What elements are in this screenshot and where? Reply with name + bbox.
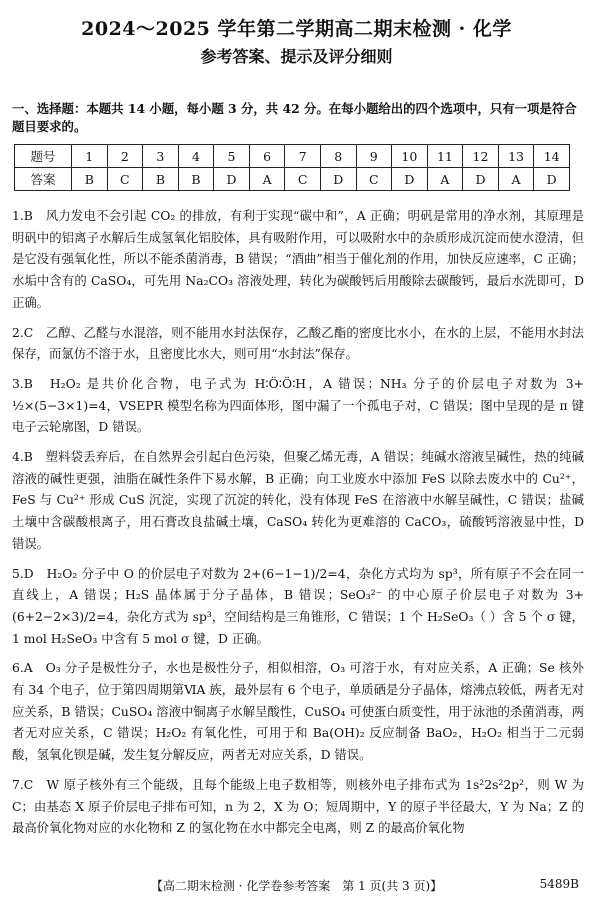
explanation-text: 6.A O₃ 分子是极性分子，水也是极性分子，相似相溶，O₃ 可溶于水，有对应关系，A 正确；Se 核外有 34 个电子，位于第四周期第ⅥA 族，最外层有 6 个电子，单质硒是分子晶体，熔沸点较低，两者无对应关系，B 错误；CuSO₄ 溶液中铜离子水解呈酸性，CuSO₄ 可使蛋白质变性，用于泳池的杀菌消毒，两者无对应关系，C 错误；H₂O₂ 有氧化性，可用于和 Ba(OH)₂ 反应制备 BaO₂，H₂O₂ 相当于二元弱酸，氢氧化钡是碱，发生复分解反应，两者无对应关系，D 错误。 [12, 661, 584, 763]
explanation-item-6 [12, 658, 584, 767]
question-number: 12 [463, 145, 499, 168]
explanation-text: 3.B H₂O₂ 是共价化合物，电子式为 H∶Ö∶Ö∶H，A 错误；NH₃ 分子的价层电子对数为 3+ ½×(5−3×1)=4，VSEPR 模型名称为四面体形，图中漏了一个孤电子对，C 错误；图中呈现的是 π 键电子云轮廓图，D 错误。 [12, 376, 588, 435]
question-number: 13 [498, 145, 534, 168]
document-code: 5489B [539, 877, 579, 891]
answer-cell: C [356, 168, 392, 191]
answer-cell: A [427, 168, 463, 191]
row-label-answer: 答案 [15, 168, 72, 191]
question-number: 4 [178, 145, 214, 168]
question-number: 8 [320, 145, 356, 168]
question-number: 6 [249, 145, 285, 168]
answer-table [14, 144, 570, 191]
question-number: 10 [392, 145, 428, 168]
explanation-item-2 [12, 323, 584, 366]
answer-cell: D [392, 168, 428, 191]
question-number: 14 [534, 145, 570, 168]
explanation-item-7 [12, 775, 588, 840]
answer-cell: B [143, 168, 179, 191]
section-instruction: 一、选择题：本题共 14 小题，每小题 3 分，共 42 分。在每小题给出的四个选项中，只有一项是符合题目要求的。 [12, 101, 577, 134]
explanation-text: 4.B 塑料袋丢弃后，在自然界会引起白色污染，但聚乙烯无毒，A 错误；纯碱水溶液呈碱性，热的纯碱溶液的碱性更强，油脂在碱性条件下易水解，B 正确；向工业废水中添加 FeS 以除去废水中的 Cu²⁺，FeS 与 Cu²⁺ 形成 CuS 沉淀，实现了沉淀的转化，没有体现 FeS 在溶液中水解呈碱性，C 错误；盐碱土壤中含碳酸根离子，用石膏改良盐碱土壤，CaSO₄ 转化为更难溶的 CaCO₃，硫酸钙溶液显中性，D 错误。 [12, 450, 588, 551]
question-number: 11 [427, 145, 463, 168]
answer-table-answer-row [15, 168, 570, 191]
document-title: 2024～2025 学年第二学期高二期末检测 · 化学 [81, 18, 512, 40]
answer-cell: A [498, 168, 534, 191]
page-footer: 【高二期末检测 · 化学卷参考答案 第 1 页(共 3 页)】 [150, 879, 443, 893]
answer-cell: D [534, 168, 570, 191]
explanations-list [12, 206, 588, 848]
answer-cell: C [285, 168, 321, 191]
explanation-text: 1.B 风力发电不会引起 CO₂ 的排放，有利于实现“碳中和”，A 正确；明矾是常用的净水剂，其原理是明矾中的铝离子水解后生成氢氧化铝胶体，具有吸附作用，可以吸附水中的杂质形成沉淀而使水澄清，但是它没有强氧化性，所以不能杀菌消毒，B 错误；“酒曲”相当于催化剂的作用，加快反应速率，C 正确；水垢中含有的 CaSO₄，可先用 Na₂CO₃ 溶液处理，转化为碳酸钙后用酸除去碳酸钙，最后水洗即可，D 正确。 [12, 209, 588, 310]
answer-cell: B [72, 168, 108, 191]
answer-cell: C [107, 168, 143, 191]
question-number: 7 [285, 145, 321, 168]
question-number: 5 [214, 145, 250, 168]
question-number: 1 [72, 145, 108, 168]
question-number: 9 [356, 145, 392, 168]
answer-cell: D [320, 168, 356, 191]
answer-cell: D [214, 168, 250, 191]
document-subtitle: 参考答案、提示及评分细则 [200, 47, 393, 66]
explanation-item-5 [12, 564, 584, 651]
explanation-item-3 [12, 374, 588, 439]
answer-cell: B [178, 168, 214, 191]
explanation-text: 7.C W 原子核外有三个能级，且每个能级上电子数相等，则核外电子排布式为 1s²2s²2p²，则 W 为 C；由基态 X 原子价层电子排布可知，n 为 2，X 为 O；短周期中，Y 的原子半径最大，Y 为 Na；Z 的最高价氧化物对应的水化物和 Z 的氢化物在水中都完全电离，则 Z 的最高价氧化物 [12, 777, 588, 836]
explanation-text: 2.C 乙醇、乙醛与水混溶，则不能用水封法保存，乙酸乙酯的密度比水小，在水的上层，不能用水封法保存，而氯仿不溶于水，且密度比水大，则可用“水封法”保存。 [12, 325, 584, 362]
answer-table-number-row [15, 145, 570, 168]
explanation-item-4 [12, 447, 588, 556]
answer-cell: D [463, 168, 499, 191]
row-label-number: 题号 [15, 145, 72, 168]
explanation-item-1 [12, 206, 588, 315]
answer-cell: A [249, 168, 285, 191]
explanation-text: 5.D H₂O₂ 分子中 O 的价层电子对数为 2+(6−1−1)/2=4，杂化方式均为 sp³，所有原子不会在同一直线上，A 错误；H₂S 晶体属于分子晶体，B 错误；SeO₃²⁻ 的中心原子价层电子对数为 3+(6+2−2×3)/2=4，杂化方式为 sp³，空间结构是三角锥形，C 错误；1 个 H₂SeO₃（ ）含 5 个 σ 键，1 mol H₂SeO₃ 中含有 5 mol σ 键，D 正确。 [12, 566, 584, 646]
question-number: 2 [107, 145, 143, 168]
question-number: 3 [143, 145, 179, 168]
